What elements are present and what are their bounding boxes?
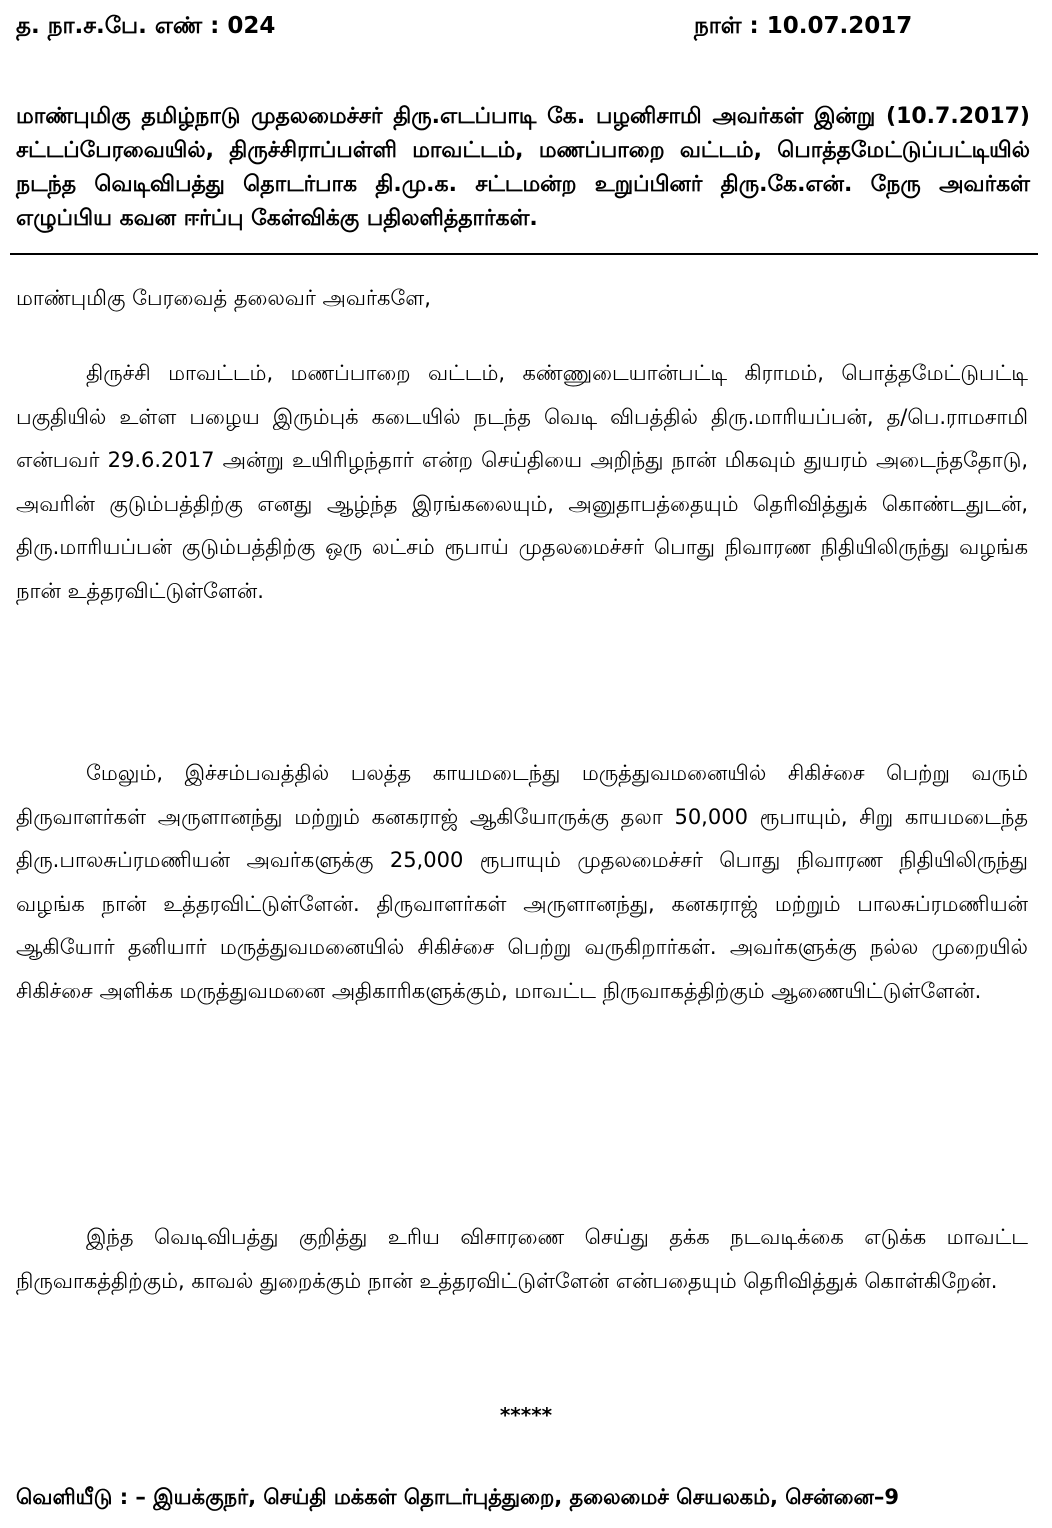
release-date: நாள் : 10.07.2017 (694, 13, 913, 39)
reference-number: த. நா.ச.பே. எண் : 024 (16, 13, 276, 39)
publisher-footer: வெளியீடு : – இயக்குநர், செய்தி மக்கள் தொடர்புத்துறை, தலைமைச் செயலகம், சென்னை–9 (16, 1485, 899, 1509)
body-paragraph-2: மேலும், இச்சம்பவத்தில் பலத்த காயமடைந்து மருத்துவமனையில் சிகிச்சை பெற்று வரும் திருவாளர்கள் அருளானந்து மற்றும் கனகராஜ் ஆகியோருக்கு தலா 50,000 ரூபாயும், சிறு காயமடைந்த திரு.பாலசுப்ரமணியன் அவர்களுக்கு 25,000 ரூபாயும் முதலமைச்சர் பொது நிவாரண நிதியிலிருந்து வழங்க நான் உத்தரவிட்டுள்ளேன். திருவாளர்கள் அருளானந்து, கனகராஜ் மற்றும் பாலசுப்ரமணியன் ஆகியோர் தனியார் மருத்துவமனையில் சிகிச்சை பெற்று வருகிறார்கள். அவர்களுக்கு நல்ல முறையில் சிகிச்சை அளிக்க மருத்துவமனை அதிகாரிகளுக்கும், மாவட்ட நிருவாகத்திற்கும் ஆணையிட்டுள்ளேன். (16, 761, 1029, 1003)
end-separator: ***** (499, 1403, 553, 1427)
salutation: மாண்புமிகு பேரவைத் தலைவர் அவர்களே, (16, 286, 431, 310)
summary-heading: மாண்புமிகு தமிழ்நாடு முதலமைச்சர் திரு.எடப்பாடி கே. பழனிசாமி அவர்கள் இன்று (10.7.2017) சட்டப்பேரவையில், திருச்சிராப்பள்ளி மாவட்டம், மணப்பாறை வட்டம், பொத்தமேட்டுப்பட்டியில் நடந்த வெடிவிபத்து தொடர்பாக தி.மு.க. சட்டமன்ற உறுப்பினர் திரு.கே.என். நேரு அவர்கள் எழுப்பிய கவன ஈர்ப்பு கேள்விக்கு பதிலளித்தார்கள். (16, 104, 1030, 231)
horizontal-divider (10, 253, 1038, 255)
document-header (16, 6, 1036, 46)
body-paragraph-3: இந்த வெடிவிபத்து குறித்து உரிய விசாரணை செய்து தக்க நடவடிக்கை எடுக்க மாவட்ட நிருவாகத்திற்கும், காவல் துறைக்கும் நான் உத்தரவிட்டுள்ளேன் என்பதையும் தெரிவித்துக் கொள்கிறேன். (16, 1225, 1028, 1293)
body-paragraph-1: திருச்சி மாவட்டம், மணப்பாறை வட்டம், கண்ணுடையான்பட்டி கிராமம், பொத்தமேட்டுபட்டி பகுதியில் உள்ள பழைய இரும்புக் கடையில் நடந்த வெடி விபத்தில் திரு.மாரியப்பன், த/பெ.ராமசாமி என்பவர் 29.6.2017 அன்று உயிரிழந்தார் என்ற செய்தியை அறிந்து நான் மிகவும் துயரம் அடைந்ததோடு, அவரின் குடும்பத்திற்கு எனது ஆழ்ந்த இரங்கலையும், அனுதாபத்தையும் தெரிவித்துக் கொண்டதுடன், திரு.மாரியப்பன் குடும்பத்திற்கு ஒரு லட்சம் ரூபாய் முதலமைச்சர் பொது நிவாரண நிதியிலிருந்து வழங்க நான் உத்தரவிட்டுள்ளேன். (16, 361, 1028, 603)
